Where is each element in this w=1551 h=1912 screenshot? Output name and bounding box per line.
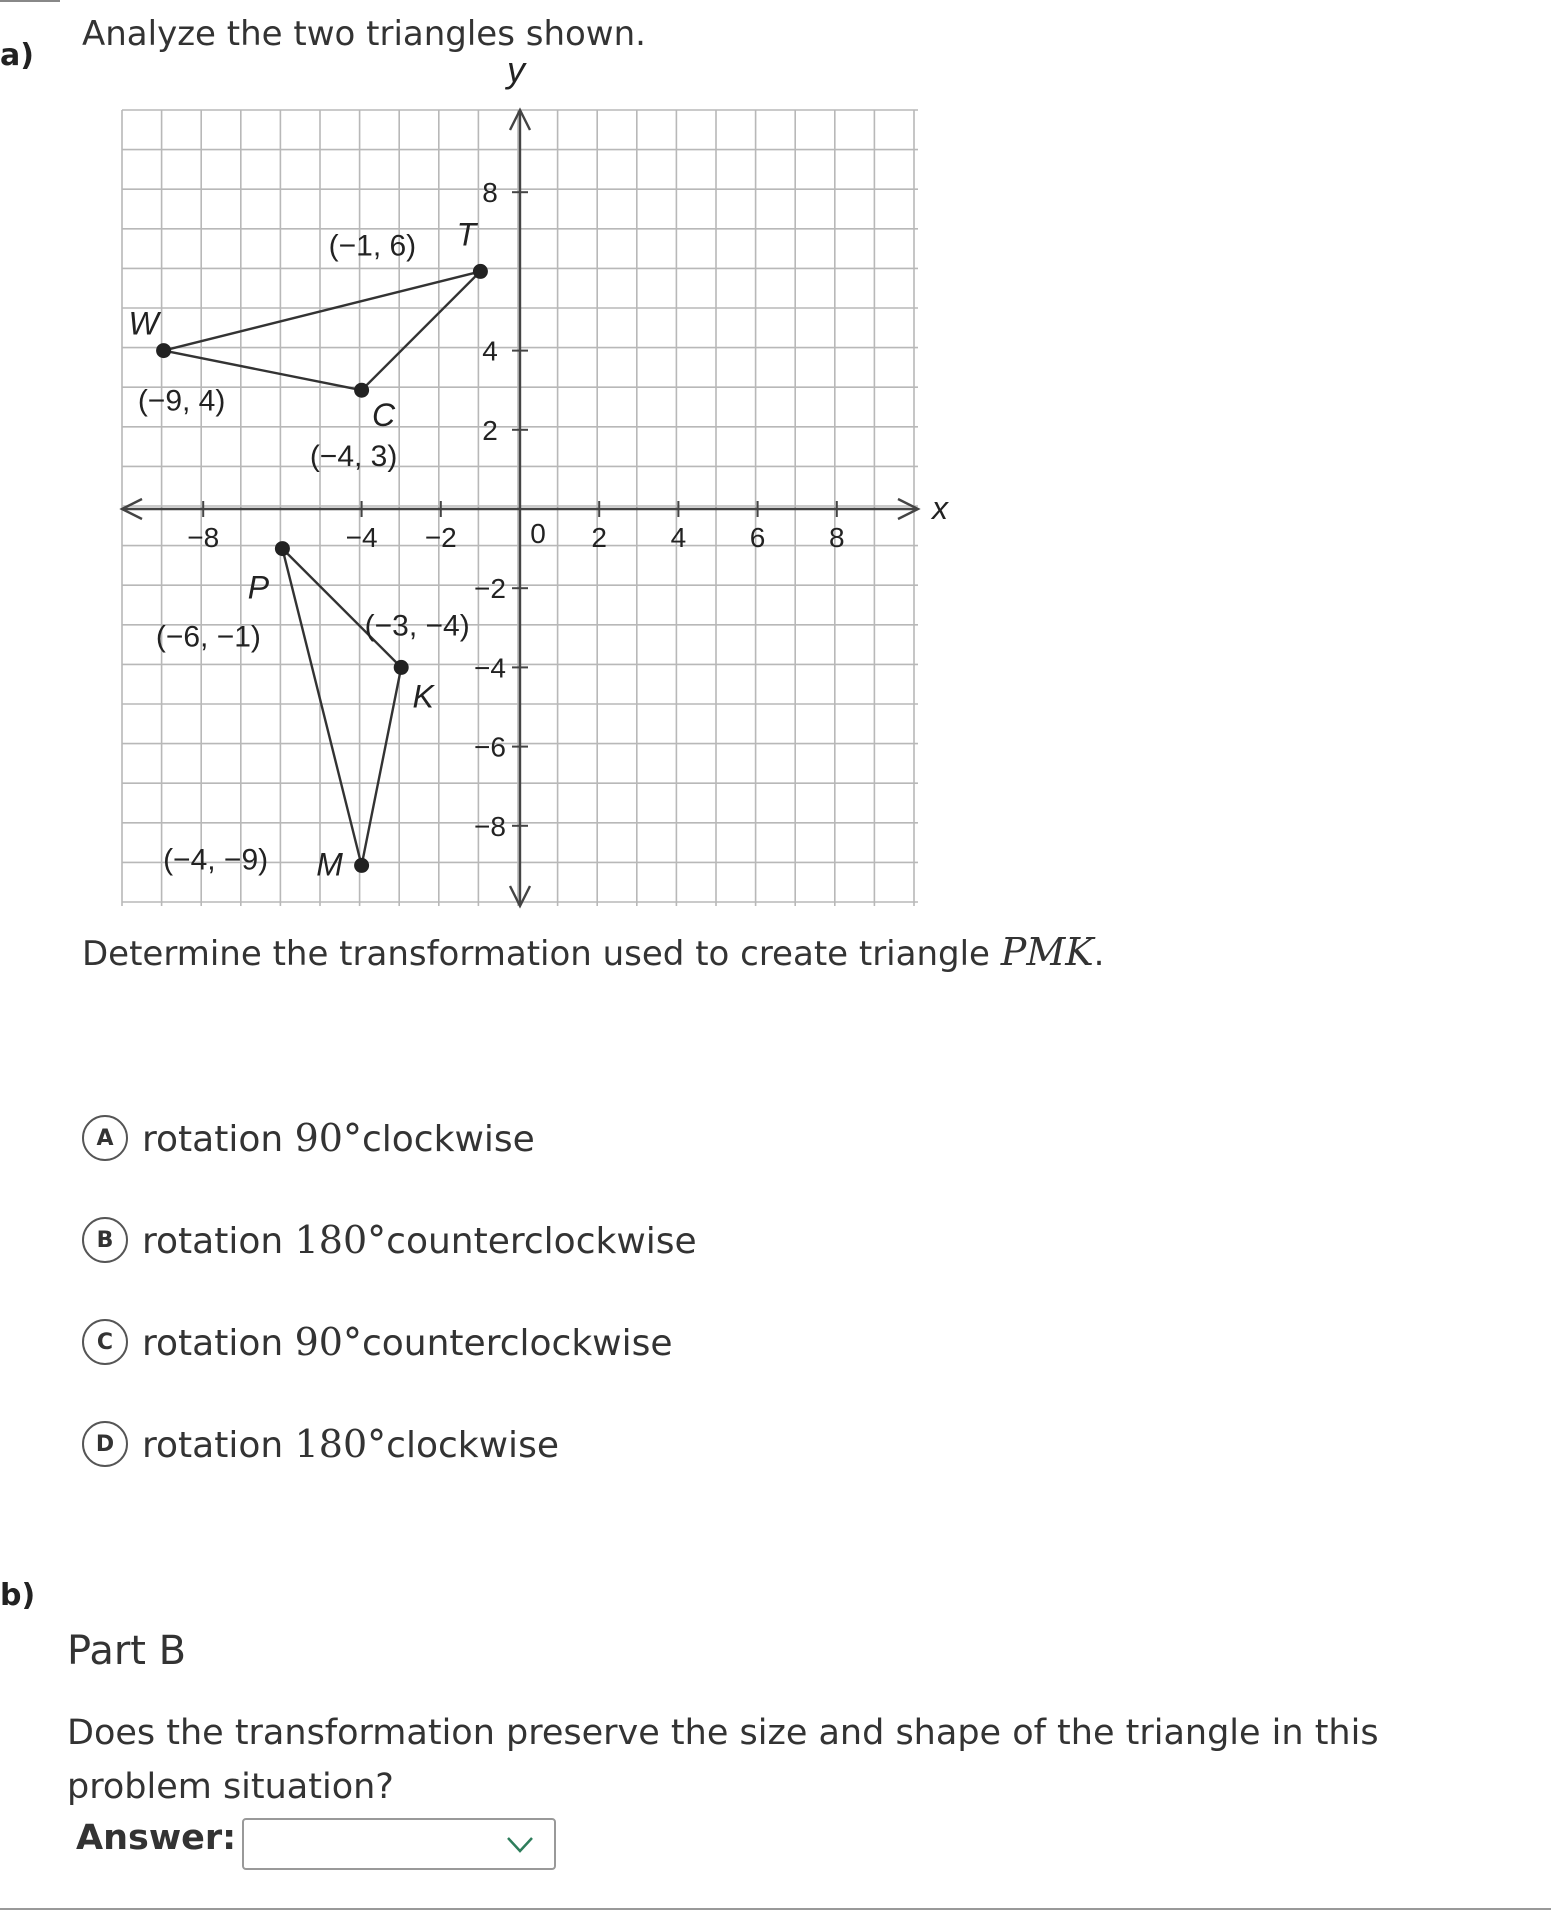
part-a-prompt: Analyze the two triangles shown. [82, 14, 646, 54]
triangle-twc [164, 271, 481, 390]
point-k-coordinates: (−3, −4) [364, 609, 470, 643]
part-b-label: b) [0, 1578, 36, 1613]
x-tick-label: −8 [187, 522, 220, 553]
choice-b-text [142, 1218, 697, 1262]
part-b-title: Part B [67, 1628, 187, 1674]
y-tick-label: 8 [482, 177, 498, 209]
chevron-down-icon [506, 1836, 534, 1854]
point-m-name: M [316, 846, 343, 883]
point-c-name: C [372, 397, 396, 434]
choice-d-direction: clockwise [386, 1425, 559, 1466]
point-k-name: K [412, 678, 434, 715]
axes [122, 49, 949, 906]
x-tick-label: −4 [345, 522, 378, 553]
choice-d-text [142, 1422, 559, 1466]
choice-d[interactable] [82, 1418, 559, 1470]
choice-c[interactable] [82, 1316, 673, 1368]
point-t [473, 264, 488, 279]
x-axis-label: x [932, 490, 948, 526]
choice-b[interactable] [82, 1214, 697, 1266]
point-p [275, 541, 290, 556]
choice-b-direction: counterclockwise [386, 1221, 697, 1262]
choice-b-letter: B [82, 1217, 128, 1263]
choice-a[interactable] [82, 1112, 535, 1164]
part-a-label: a) [0, 38, 34, 73]
point-m [354, 858, 369, 873]
point-t-name: T [456, 216, 477, 253]
y-axis-label: y [507, 49, 525, 90]
choice-b-degrees: 180° [294, 1218, 387, 1262]
y-tick-label: 2 [482, 414, 498, 446]
point-c [354, 383, 369, 398]
choice-a-direction: clockwise [361, 1119, 535, 1160]
coordinate-graph [0, 0, 1551, 920]
choice-c-letter: C [82, 1319, 128, 1365]
choice-a-degrees: 90° [294, 1116, 362, 1160]
choice-a-text [142, 1116, 535, 1160]
part-a-question [82, 930, 1104, 974]
x-tick-label: 2 [591, 522, 607, 553]
choice-d-prefix: rotation [142, 1425, 295, 1466]
origin-label: 0 [530, 518, 546, 549]
bottom-divider [0, 1908, 1551, 1910]
point-w [156, 343, 171, 358]
x-tick-label: 8 [829, 522, 845, 553]
y-tick-label: −2 [474, 573, 506, 605]
question-math: PMK [1000, 930, 1094, 974]
question-suffix: . [1093, 934, 1105, 974]
y-tick-label: −4 [474, 652, 506, 684]
part-b-question: Does the transformation preserve the size and shape of the triangle in this problem situation? [67, 1713, 1379, 1807]
x-tick-label: 4 [670, 522, 687, 553]
point-w-name: W [128, 305, 159, 342]
y-tick-label: −8 [474, 810, 506, 842]
answer-label: Answer: [76, 1818, 237, 1858]
choice-a-letter: A [82, 1115, 128, 1161]
y-tick-label: −6 [474, 731, 506, 763]
point-c-coordinates: (−4, 3) [309, 440, 398, 474]
point-t-coordinates: (−1, 6) [328, 229, 417, 263]
point-k [394, 660, 409, 675]
choice-c-direction: counterclockwise [361, 1323, 673, 1364]
choice-b-prefix: rotation [142, 1221, 295, 1262]
choice-c-degrees: 90° [294, 1320, 362, 1364]
choice-d-degrees: 180° [294, 1422, 387, 1466]
choice-c-prefix: rotation [142, 1323, 295, 1364]
point-m-coordinates: (−4, −9) [163, 843, 269, 877]
point-p-coordinates: (−6, −1) [155, 620, 261, 654]
point-w-coordinates: (−9, 4) [137, 384, 226, 418]
choice-d-letter: D [82, 1421, 128, 1467]
y-tick-label: 4 [482, 335, 498, 367]
answer-dropdown[interactable] [242, 1818, 556, 1870]
x-tick-label: 6 [749, 522, 766, 553]
choice-c-text [142, 1320, 673, 1364]
choice-a-prefix: rotation [142, 1119, 295, 1160]
question-text: Determine the transformation used to create triangle [82, 934, 1001, 974]
x-tick-label: −2 [424, 522, 457, 553]
point-p-name: P [247, 569, 270, 606]
triangle-pkm [282, 549, 401, 866]
